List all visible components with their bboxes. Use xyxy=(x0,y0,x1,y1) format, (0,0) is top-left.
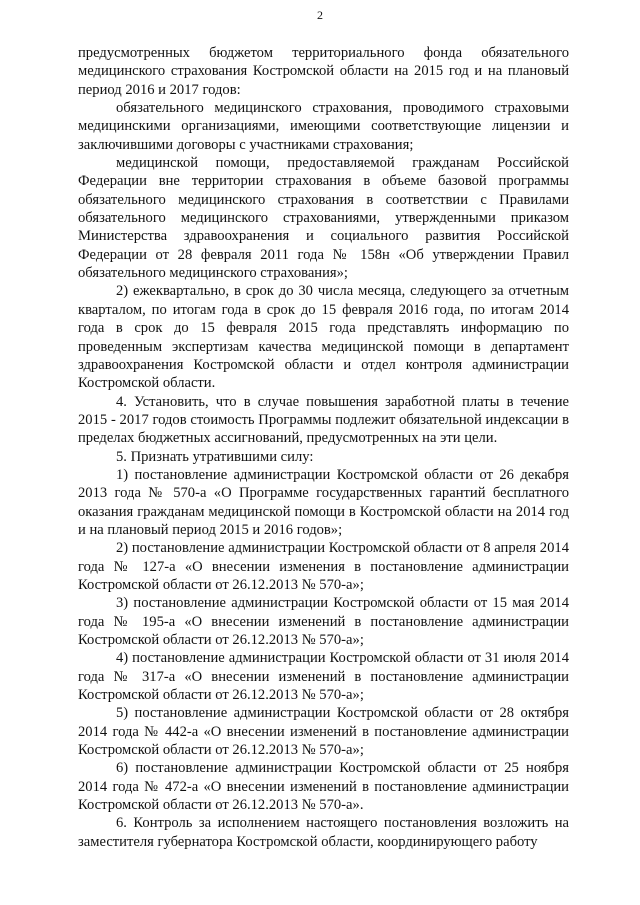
document-body xyxy=(78,44,569,851)
paragraph-item-5-heading: 5. Признать утратившими силу: xyxy=(116,448,314,465)
paragraph-medical-care-outside-territory: медицинской помощи, предоставляемой гражданам Российской Федерации вне территории страхования в объеме базовой программы обязательного медицинского страхования в соответствии с Правилами обязательного медицинского страхованиями, утвержденными приказом Министерства здравоохранения и социального развития Российской Федерации от 28 февраля 2011 года № 158н «Об утверждении Правил обязательного медицинского страхования»; xyxy=(78,155,569,282)
paragraph-continuation: предусмотренных бюджетом территориального фонда обязательного медицинского страхования Костромской области на 2015 год и на плановый период 2016 и 2017 годов: xyxy=(78,45,569,98)
paragraph-item-4-indexation: 4. Установить, что в случае повышения заработной платы в течение 2015 - 2017 годов стоимость Программы подлежит обязательной индексации в пределах бюджетных ассигнований, предусмотренных на эти цели. xyxy=(78,393,569,447)
page-number: 2 xyxy=(317,8,323,22)
paragraph-repeal-2: 2) постановление администрации Костромской области от 8 апреля 2014 года № 127-а «О внесении изменения в постановление администрации Костромской области от 26.12.2013 № 570-а»; xyxy=(78,540,569,593)
paragraph-repeal-5: 5) постановление администрации Костромской области от 28 октября 2014 года № 442-а «О внесении изменений в постановление администрации Костромской области от 26.12.2013 № 570-а»; xyxy=(78,705,569,759)
paragraph-compulsory-insurance: обязательного медицинского страхования, проводимого страховыми медицинскими организациями, имеющими соответствующие лицензии и заключившими договоры с участниками страхования; xyxy=(78,100,569,153)
paragraph-item-6-control: 6. Контроль за исполнением настоящего постановления возложить на заместителя губернатора Костромской области, координирующего работу xyxy=(78,815,569,850)
paragraph-repeal-3: 3) постановление администрации Костромской области от 15 мая 2014 года № 195-а «О внесении изменений в постановление администрации Костромской области от 26.12.2013 № 570-а»; xyxy=(78,595,569,648)
paragraph-repeal-1: 1) постановление администрации Костромской области от 26 декабря 2013 года № 570-а «О Программе государственных гарантий бесплатного оказания гражданам медицинской помощи в Костромской области на 2014 год и на плановый период 2015 и 2016 годов»; xyxy=(78,466,569,538)
paragraph-repeal-6: 6) постановление администрации Костромской области от 25 ноября 2014 года № 472-а «О внесении изменений в постановление администрации Костромской области от 26.12.2013 № 570-а». xyxy=(78,760,569,814)
paragraph-quarterly-reporting: 2) ежеквартально, в срок до 30 числа месяца, следующего за отчетным кварталом, по итогам года в срок до 15 февраля 2016 года, по итогам 2014 года в срок до 15 февраля 2015 года представлять информацию по проведенным экспертизам качества медицинской помощи в департамент здравоохранения Костромской области и отдел контроля администрации Костромской области. xyxy=(78,283,569,392)
paragraph-repeal-4: 4) постановление администрации Костромской области от 31 июля 2014 года № 317-а «О внесении изменений в постановление администрации Костромской области от 26.12.2013 № 570-а»; xyxy=(78,650,569,704)
